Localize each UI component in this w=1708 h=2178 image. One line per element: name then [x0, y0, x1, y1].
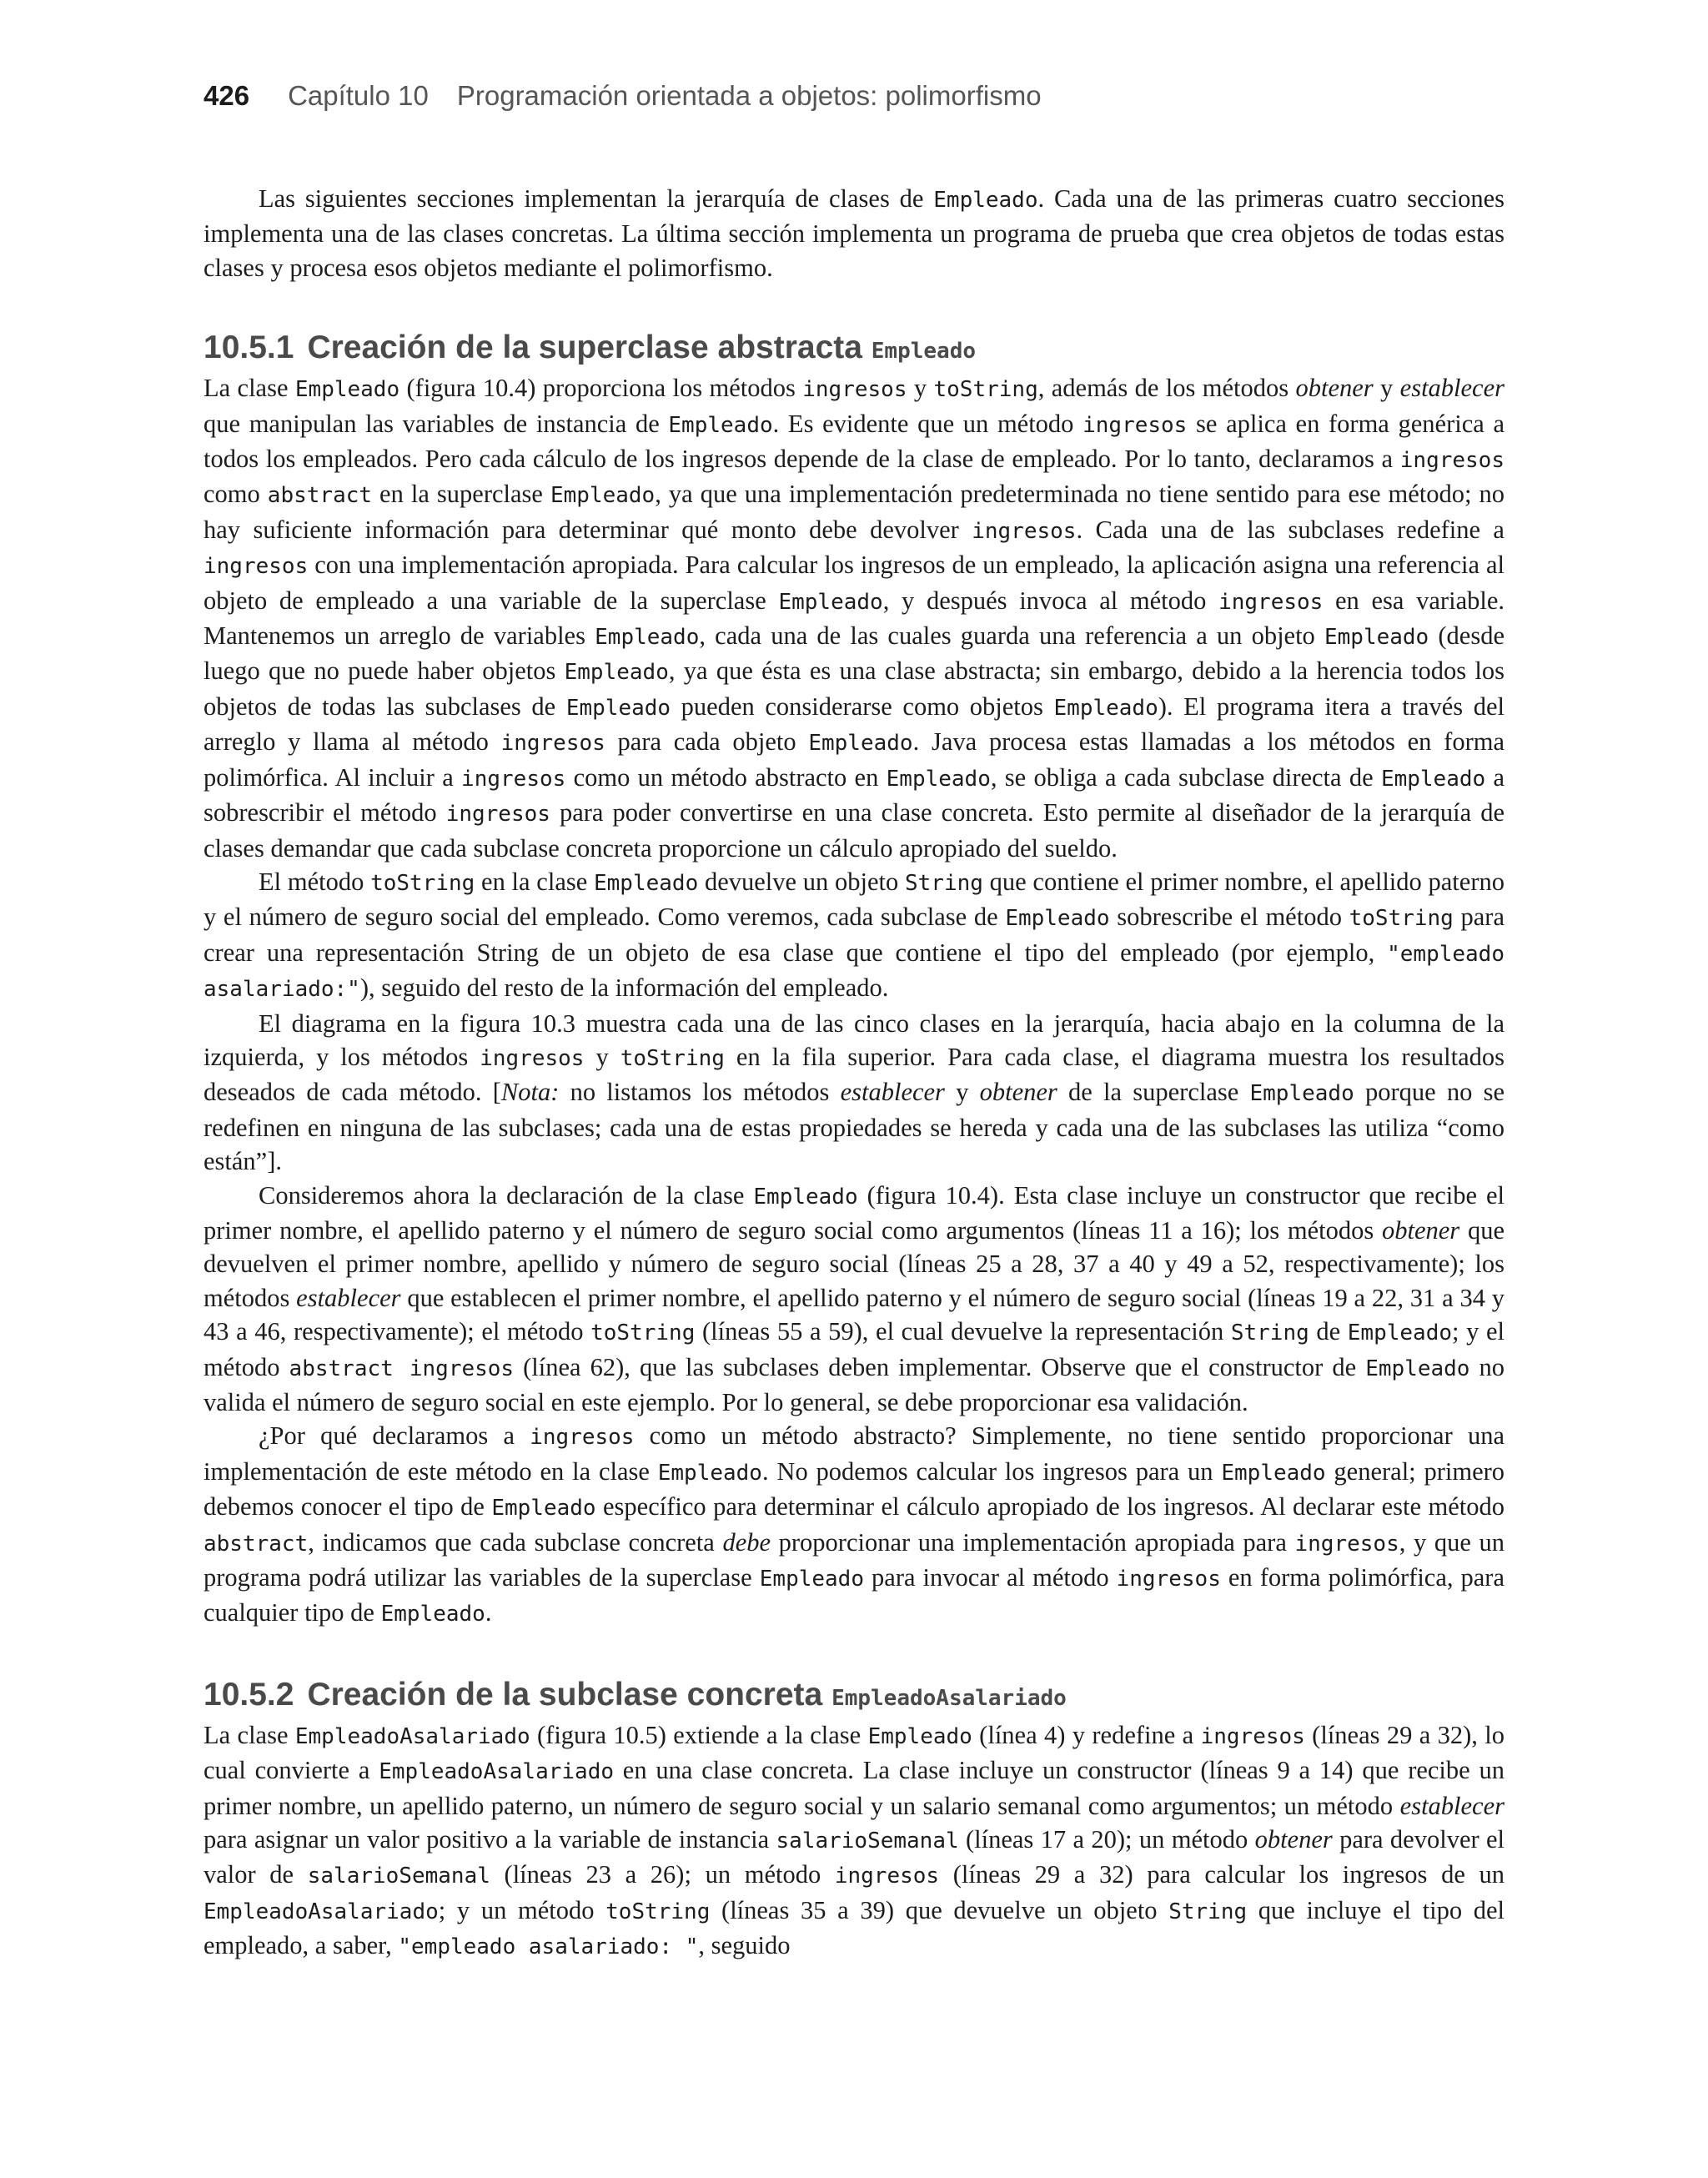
paragraph: El método toString en la clase Empleado devuelve un objeto String que contiene el primer nombre, el apellido paterno y el número de seguro social del empleado. Como veremos, cada subclase de Empleado sobrescribe el método toString para crear una representación String de un objeto de esa clase que contiene el tipo del empleado (por ejemplo, "empleado asalariado:"), seguido del resto de la información del empleado.: [203, 867, 1505, 1003]
page-body: [203, 182, 1505, 1964]
intro-paragraph: Las siguientes secciones implementan la jerarquía de clases de Empleado. Cada una de las primeras cuatro secciones implementa una de las clases concretas. La última sección implementa un programa de prueba que crea objetos de todas estas clases y procesa esos objetos mediante el polimorfismo.: [203, 184, 1505, 282]
paragraph: La clase EmpleadoAsalariado (figura 10.5) extiende a la clase Empleado (línea 4) y redefine a ingresos (líneas 29 a 32), lo cual convierte a EmpleadoAsalariado en una clase concreta. La clase incluye un constructor (líneas 9 a 14) que recibe un primer nombre, un apellido paterno, un número de seguro social y un salario semanal como argumentos; un método establecer para asignar un valor positivo a la variable de instancia salarioSemanal (líneas 17 a 20); un método obtener para devolver el valor de salarioSemanal (líneas 23 a 26); un método ingresos (líneas 29 a 32) para calcular los ingresos de un EmpleadoAsalariado; y un método toString (líneas 35 a 39) que devuelve un objeto String que incluye el tipo del empleado, a saber, "empleado asalariado: ", seguido: [203, 1720, 1505, 1960]
section-heading-10-5-1: [203, 328, 1505, 371]
section-title: Creación de la superclase abstracta: [307, 329, 862, 366]
chapter-title: Programación orientada a objetos: polimorfismo: [456, 80, 1042, 111]
chapter-label: Capítulo 10: [288, 80, 429, 111]
section-heading-10-5-2: [203, 1675, 1505, 1718]
section-title: Creación de la subclase concreta: [307, 1676, 823, 1713]
paragraph: El diagrama en la figura 10.3 muestra cada una de las cinco clases en la jerarquía, hacia abajo en la columna de la izquierda, y los métodos ingresos y toString en la fila superior. Para cada clase, el diagrama muestra los resultados deseados de cada método. [Nota: no listamos los métodos establecer y obtener de la superclase Empleado porque no se redefinen en ninguna de las subclases; cada una de estas propiedades se hereda y cada una de las subclases las utiliza “como están”].: [203, 1009, 1505, 1176]
page-number: 426: [203, 80, 250, 111]
running-head: [203, 80, 1042, 112]
paragraph: Consideremos ahora la declaración de la clase Empleado (figura 10.4). Esta clase incluye un constructor que recibe el primer nombre, el apellido paterno y el número de seguro social como argumentos (líneas 11 a 16); los métodos obtener que devuelven el primer nombre, apellido y número de seguro social (líneas 25 a 28, 37 a 40 y 49 a 52, respectivamente); los métodos establecer que establecen el primer nombre, el apellido paterno y el número de seguro social (líneas 19 a 22, 31 a 34 y 43 a 46, respectivamente); el método toString (líneas 55 a 59), el cual devuelve la representación String de Empleado; y el método abstract ingresos (línea 62), que las subclases deben implementar. Observe que el constructor de Empleado no valida el número de seguro social en este ejemplo. Por lo general, se debe proporcionar esa validación.: [203, 1180, 1505, 1416]
paragraph: La clase Empleado (figura 10.4) proporciona los métodos ingresos y toString, además de los métodos obtener y establecer que manipulan las variables de instancia de Empleado. Es evidente que un método ingresos se aplica en forma genérica a todos los empleados. Pero cada cálculo de los ingresos depende de la clase de empleado. Por lo tanto, declaramos a ingresos como abstract en la superclase Empleado, ya que una implementación predeterminada no tiene sentido para ese método; no hay suficiente información para determinar qué monto debe devolver ingresos. Cada una de las subclases redefine a ingresos con una implementación apropiada. Para calcular los ingresos de un empleado, la aplicación asigna una referencia al objeto de empleado a una variable de la superclase Empleado, y después invoca al método ingresos en esa variable. Mantenemos un arreglo de variables Empleado, cada una de las cuales guarda una referencia a un objeto Empleado (desde luego que no puede haber objetos Empleado, ya que ésta es una clase abstracta; sin embargo, debido a la herencia todos los objetos de todas las subclases de Empleado pueden considerarse como objetos Empleado). El programa itera a través del arreglo y llama al método ingresos para cada objeto Empleado. Java procesa estas llamadas a los métodos en forma polimórfica. Al incluir a ingresos como un método abstracto en Empleado, se obliga a cada subclase directa de Empleado a sobrescribir el método ingresos para poder convertirse en una clase concreta. Esto permite al diseñador de la jerarquía de clases demandar que cada subclase concreta proporcione un cálculo apropiado del sueldo.: [203, 374, 1505, 863]
paragraph: ¿Por qué declaramos a ingresos como un método abstracto? Simplemente, no tiene sentido proporcionar una implementación de este método en la clase Empleado. No podemos calcular los ingresos para un Empleado general; primero debemos conocer el tipo de Empleado específico para determinar el cálculo apropiado de los ingresos. Al declarar este método abstract, indicamos que cada subclase concreta debe proporcionar una implementación apropiada para ingresos, y que un programa podrá utilizar las variables de la superclase Empleado para invocar al método ingresos en forma polimórfica, para cualquier tipo de Empleado.: [203, 1421, 1505, 1627]
section-title-code: EmpleadoAsalariado: [831, 1685, 1067, 1711]
section-number: 10.5.2: [203, 1676, 294, 1713]
section-number: 10.5.1: [203, 329, 294, 366]
section-title-code: Empleado: [871, 339, 977, 365]
